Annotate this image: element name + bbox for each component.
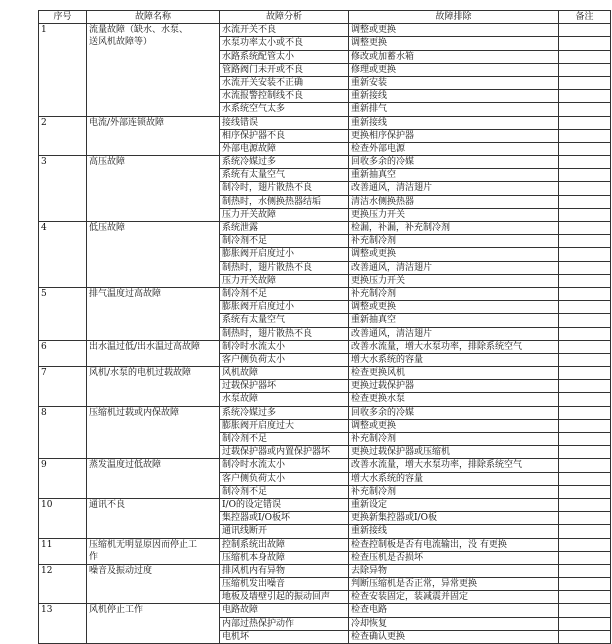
- fault-remedy-cell: 检查控制板是否有电流输出，没 有更换: [349, 538, 559, 551]
- troubleshooting-table: [38, 10, 611, 644]
- fault-remedy-cell: 调整或更换: [349, 24, 559, 37]
- fault-remedy-cell: 增大水系统的容量: [349, 472, 559, 485]
- fault-number: 8: [39, 406, 87, 459]
- fault-number: 12: [39, 564, 87, 604]
- table-row: [39, 156, 611, 169]
- fault-analysis-cell: 压力开关故障: [220, 208, 349, 221]
- fault-name: [87, 406, 220, 459]
- fault-analysis-cell: 制冷时，翅片散热不良: [220, 182, 349, 195]
- fault-remedy-cell: 重新接线: [349, 90, 559, 103]
- remarks-cell: [559, 367, 611, 380]
- remarks-cell: [559, 353, 611, 366]
- fault-analysis-cell: 制冷时水流太小: [220, 459, 349, 472]
- table-row: [39, 604, 611, 617]
- fault-remedy-cell: 补充制冷剂: [349, 485, 559, 498]
- fault-number: 7: [39, 367, 87, 407]
- fault-analysis-cell: 客户侧负荷太小: [220, 353, 349, 366]
- fault-remedy-cell: 更换压力开关: [349, 274, 559, 287]
- fault-name-line: 作: [89, 551, 99, 562]
- header-fault-analysis: 故障分析: [220, 11, 349, 24]
- remarks-cell: [559, 50, 611, 63]
- fault-analysis-cell: 水路系统配管太小: [220, 50, 349, 63]
- fault-analysis-cell: 水流开关不良: [220, 24, 349, 37]
- remarks-cell: [559, 485, 611, 498]
- remarks-cell: [559, 406, 611, 419]
- fault-remedy-cell: 检查电路: [349, 604, 559, 617]
- remarks-cell: [559, 169, 611, 182]
- fault-remedy-cell: 调整或更换: [349, 248, 559, 261]
- fault-name: [87, 498, 220, 538]
- fault-name-line: 风机/水泵的电机过载故障: [89, 368, 192, 379]
- fault-remedy-cell: 重新接线: [349, 525, 559, 538]
- remarks-cell: [559, 129, 611, 142]
- fault-analysis-cell: 压缩机发出噪音: [220, 578, 349, 591]
- fault-analysis-cell: 水泵故障: [220, 393, 349, 406]
- fault-analysis-cell: 制冷剂不足: [220, 235, 349, 248]
- fault-name-line: 低压故障: [89, 223, 126, 233]
- fault-name-line: 通讯不良: [89, 499, 126, 510]
- fault-remedy-cell: 检漏，补漏，补充制冷剂: [349, 222, 559, 235]
- table-row: [39, 340, 611, 353]
- fault-analysis-cell: 水泵功率太小或不良: [220, 37, 349, 50]
- fault-analysis-cell: 系统有太量空气: [220, 314, 349, 327]
- fault-analysis-cell: 膨胀阀开启度过小: [220, 248, 349, 261]
- remarks-cell: [559, 301, 611, 314]
- fault-remedy-cell: 更换相序保护器: [349, 129, 559, 142]
- remarks-cell: [559, 37, 611, 50]
- remarks-cell: [559, 578, 611, 591]
- remarks-cell: [559, 314, 611, 327]
- remarks-cell: [559, 287, 611, 300]
- remarks-cell: [559, 24, 611, 37]
- fault-name-line: 出水温过低/出水温过高故障: [89, 341, 201, 352]
- fault-remedy-cell: 更换过载保护器或压缩机: [349, 446, 559, 459]
- table-row: [39, 116, 611, 129]
- fault-analysis-cell: 制热时，翅片散热不良: [220, 261, 349, 274]
- fault-remedy-cell: 回收多余的冷媒: [349, 406, 559, 419]
- fault-remedy-cell: 检查更换风机: [349, 367, 559, 380]
- fault-remedy-cell: 增大水系统的容量: [349, 353, 559, 366]
- fault-analysis-cell: 压力开关故障: [220, 274, 349, 287]
- fault-number: 1: [39, 24, 87, 116]
- fault-remedy-cell: 重新安装: [349, 76, 559, 89]
- remarks-cell: [559, 446, 611, 459]
- fault-remedy-cell: 去除异物: [349, 564, 559, 577]
- fault-number: 9: [39, 459, 87, 499]
- table-row: [39, 24, 611, 37]
- fault-remedy-cell: 调整或更换: [349, 419, 559, 432]
- fault-analysis-cell: I/O的设定错误: [220, 498, 349, 511]
- fault-analysis-cell: 膨胀阀开启度过大: [220, 419, 349, 432]
- remarks-cell: [559, 459, 611, 472]
- fault-remedy-cell: 重新抽真空: [349, 169, 559, 182]
- remarks-cell: [559, 195, 611, 208]
- fault-name-line: 电流/外部连锁故障: [89, 117, 165, 128]
- fault-remedy-cell: 更换压力开关: [349, 208, 559, 221]
- fault-remedy-cell: 改善水流量，增大水泵功率，排除系统空气: [349, 340, 559, 353]
- fault-remedy-cell: 调整或更换: [349, 301, 559, 314]
- fault-analysis-cell: 过载保护器坏: [220, 380, 349, 393]
- fault-remedy-cell: 冷却恢复: [349, 617, 559, 630]
- fault-analysis-cell: 系统有太量空气: [220, 169, 349, 182]
- table-body: [39, 24, 611, 644]
- remarks-cell: [559, 525, 611, 538]
- fault-name: [87, 367, 220, 407]
- fault-number: 3: [39, 156, 87, 222]
- fault-remedy-cell: 判断压缩机是否正常，异常更换: [349, 578, 559, 591]
- header-number: 序号: [39, 11, 87, 24]
- fault-analysis-cell: 水流报警控制线不良: [220, 90, 349, 103]
- remarks-cell: [559, 182, 611, 195]
- fault-analysis-cell: 通讯线断开: [220, 525, 349, 538]
- fault-analysis-cell: 集控器或I/O板坏: [220, 512, 349, 525]
- fault-name-line: 压缩机过载或内保故障: [89, 407, 180, 418]
- fault-analysis-cell: 水流开关安装不正确: [220, 76, 349, 89]
- table-row: [39, 367, 611, 380]
- fault-analysis-cell: 水系统空气太多: [220, 103, 349, 116]
- table-row: [39, 538, 611, 551]
- header-fault-remedy: 故障排除: [349, 11, 559, 24]
- fault-number: 5: [39, 287, 87, 340]
- fault-name: [87, 459, 220, 499]
- fault-analysis-cell: 内部过热保护动作: [220, 617, 349, 630]
- remarks-cell: [559, 393, 611, 406]
- fault-name-line: 送风机故障等）: [89, 37, 153, 48]
- table-row: [39, 406, 611, 419]
- fault-analysis-cell: 地板及墙壁引起的振动回声: [220, 591, 349, 604]
- table-row: [39, 287, 611, 300]
- header-row: [39, 11, 611, 24]
- remarks-cell: [559, 498, 611, 511]
- fault-analysis-cell: 控制系统出故障: [220, 538, 349, 551]
- fault-analysis-cell: 外部电源故障: [220, 142, 349, 155]
- remarks-cell: [559, 103, 611, 116]
- fault-remedy-cell: 更换新集控器或I/O板: [349, 512, 559, 525]
- remarks-cell: [559, 261, 611, 274]
- fault-name: [87, 340, 220, 366]
- fault-name-line: 排气温度过高故障: [89, 288, 162, 299]
- fault-analysis-cell: 制冷剂不足: [220, 485, 349, 498]
- fault-remedy-cell: 检查安装固定，装减震并固定: [349, 591, 559, 604]
- fault-remedy-cell: 重新接线: [349, 116, 559, 129]
- fault-name-line: 高压故障: [89, 157, 126, 168]
- fault-analysis-cell: 排风机内有异物: [220, 564, 349, 577]
- fault-name-line: 噪音及振动过度: [89, 565, 153, 576]
- remarks-cell: [559, 419, 611, 432]
- remarks-cell: [559, 617, 611, 630]
- fault-number: 2: [39, 116, 87, 156]
- fault-analysis-cell: 系统泄露: [220, 222, 349, 235]
- fault-analysis-cell: 膨胀阀开启度过小: [220, 301, 349, 314]
- table-row: [39, 564, 611, 577]
- fault-number: 10: [39, 498, 87, 538]
- fault-name-line: 风机停止工作: [89, 605, 144, 616]
- remarks-cell: [559, 327, 611, 340]
- fault-analysis-cell: 相序保护器不良: [220, 129, 349, 142]
- fault-number: 6: [39, 340, 87, 366]
- fault-remedy-cell: 检查确认更换: [349, 630, 559, 643]
- remarks-cell: [559, 538, 611, 551]
- remarks-cell: [559, 76, 611, 89]
- table-row: [39, 498, 611, 511]
- fault-number: 4: [39, 222, 87, 288]
- table-row: [39, 459, 611, 472]
- remarks-cell: [559, 90, 611, 103]
- fault-remedy-cell: 检查压机是否损坏: [349, 551, 559, 564]
- header-fault-name: 故障名称: [87, 11, 220, 24]
- remarks-cell: [559, 551, 611, 564]
- remarks-cell: [559, 63, 611, 76]
- remarks-cell: [559, 156, 611, 169]
- fault-remedy-cell: 补充制冷剂: [349, 235, 559, 248]
- fault-remedy-cell: 补充制冷剂: [349, 433, 559, 446]
- fault-analysis-cell: 过载保护器或内置保护器坏: [220, 446, 349, 459]
- fault-remedy-cell: 改善水流量，增大水泵功率，排除系统空气: [349, 459, 559, 472]
- fault-analysis-cell: 电路故障: [220, 604, 349, 617]
- fault-remedy-cell: 补充制冷剂: [349, 287, 559, 300]
- remarks-cell: [559, 340, 611, 353]
- fault-remedy-cell: 检查外部电源: [349, 142, 559, 155]
- remarks-cell: [559, 116, 611, 129]
- fault-analysis-cell: 系统冷媒过多: [220, 406, 349, 419]
- fault-analysis-cell: 风机故障: [220, 367, 349, 380]
- fault-remedy-cell: 检查更换水泵: [349, 393, 559, 406]
- fault-name-line: 流量故障（缺水、水泵、: [89, 25, 189, 36]
- fault-remedy-cell: 更换过载保护器: [349, 380, 559, 393]
- remarks-cell: [559, 591, 611, 604]
- fault-name: [87, 24, 220, 116]
- fault-remedy-cell: 修理或更换: [349, 63, 559, 76]
- remarks-cell: [559, 222, 611, 235]
- remarks-cell: [559, 208, 611, 221]
- fault-name: [87, 156, 220, 222]
- fault-remedy-cell: 调整更换: [349, 37, 559, 50]
- remarks-cell: [559, 604, 611, 617]
- fault-analysis-cell: 制冷时水流太小: [220, 340, 349, 353]
- fault-name: [87, 116, 220, 156]
- fault-name-line: 压缩机无明显原因而停止工: [89, 539, 198, 550]
- remarks-cell: [559, 380, 611, 393]
- header-remarks: 备注: [559, 11, 611, 24]
- remarks-cell: [559, 512, 611, 525]
- fault-analysis-cell: 制热时，水侧换热器结垢: [220, 195, 349, 208]
- fault-remedy-cell: 改善通风，清洁翅片: [349, 327, 559, 340]
- remarks-cell: [559, 235, 611, 248]
- remarks-cell: [559, 472, 611, 485]
- fault-analysis-cell: 管路阀门未开或不良: [220, 63, 349, 76]
- remarks-cell: [559, 274, 611, 287]
- remarks-cell: [559, 433, 611, 446]
- fault-remedy-cell: 回收多余的冷媒: [349, 156, 559, 169]
- fault-name: [87, 564, 220, 604]
- remarks-cell: [559, 564, 611, 577]
- fault-number: 11: [39, 538, 87, 564]
- fault-remedy-cell: 改善通风，清洁翅片: [349, 182, 559, 195]
- fault-remedy-cell: 重新设定: [349, 498, 559, 511]
- fault-number: 13: [39, 604, 87, 644]
- fault-name-line: 蒸发温度过低故障: [89, 460, 162, 471]
- fault-analysis-cell: 制冷剂不足: [220, 287, 349, 300]
- remarks-cell: [559, 248, 611, 261]
- fault-analysis-cell: 压缩机本身故障: [220, 551, 349, 564]
- fault-name: [87, 538, 220, 564]
- remarks-cell: [559, 142, 611, 155]
- fault-analysis-cell: 客户侧负荷太小: [220, 472, 349, 485]
- fault-analysis-cell: 系统冷媒过多: [220, 156, 349, 169]
- fault-analysis-cell: 电机坏: [220, 630, 349, 643]
- fault-remedy-cell: 重新排气: [349, 103, 559, 116]
- fault-analysis-cell: 接线错误: [220, 116, 349, 129]
- fault-name: [87, 287, 220, 340]
- fault-analysis-cell: 制冷剂不足: [220, 433, 349, 446]
- fault-remedy-cell: 清洁水侧换热器: [349, 195, 559, 208]
- fault-analysis-cell: 制热时，翅片散热不良: [220, 327, 349, 340]
- remarks-cell: [559, 630, 611, 643]
- fault-remedy-cell: 修改或加蓄水箱: [349, 50, 559, 63]
- fault-remedy-cell: 改善通风，清洁翅片: [349, 261, 559, 274]
- fault-name: [87, 222, 220, 288]
- table-row: [39, 222, 611, 235]
- fault-remedy-cell: 重新抽真空: [349, 314, 559, 327]
